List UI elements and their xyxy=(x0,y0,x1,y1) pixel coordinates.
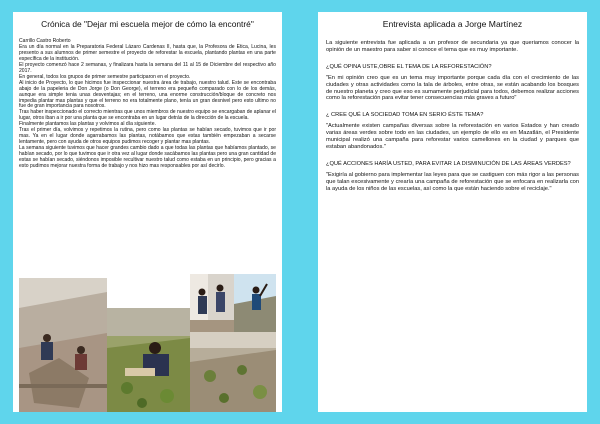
photo-students-slope xyxy=(19,278,107,412)
interview-body xyxy=(326,40,579,193)
chronicle-body xyxy=(19,39,276,170)
interview-answer: "Exigiría al gobierno para implementar las leyes para que se castiguen con más rigor a las personas que talan excesivamente y crearía una campaña de reforestación que se enfocara en realizarla con la ayuda de los niños de las escuelas, así como la que están haciendo sobre el reciclaje." xyxy=(326,171,579,192)
photo-students-wall xyxy=(190,274,234,332)
interview-question: ¿QUÉ OPINA USTE,OBRE EL TEMA DE LA REFORESTACIÓN? xyxy=(326,63,492,70)
interview-title: Entrevista aplicada a Jorge Martínez xyxy=(382,19,523,29)
chronicle-paragraph: Era un día normal en la Preparatoria Federal Lázaro Cardenas II, hasta que, la Profesora de Etica, Lucina, les presento a sus alumnos de primer semestre el proyecto de reforestar la escuela, plantando plantas en una parte específica de la institución. xyxy=(19,43,276,62)
interview-question: ¿ CREE QUÉ LA SOCIEDAD TOMA EN SERIO ÉSTE TEMA? xyxy=(326,112,484,119)
chronicle-author: Carrillo Castro Roberto xyxy=(19,38,71,44)
chronicle-paragraph: El proyecto comenzó hace 2 semanas, y finalizara hasta la semana del 11 al 15 de Diciembre del respectivo año 2017. xyxy=(19,61,276,74)
photo-collage xyxy=(19,274,276,412)
chronicle-title: Crónica de "Dejar mi escuela mejor de cómo la encontré" xyxy=(41,19,254,29)
interview-answer: "Actualmente existen campañas diversas sobre la reforestación en varios Estados y han creado varias áreas verdes sobre todo en las ciudades, un ejemplo de ello es en Mazatlán, el Presidente municipal realizó una campaña para reforestar varios camellones en la ciudad y parques que estaban abandonados." xyxy=(326,123,579,150)
chronicle-paragraph: Tras haber inspeccionado el correcto mientras que unos miembros de nuestro equipo se encargaban de aplanar el lugar, otros iban a ir por una planta que se encontraba en un lugar detrás de la dirección de la escuela. xyxy=(19,109,276,122)
interview-intro: La siguiente entrevista fue aplicada a un profesor de secundaria ya que queriamos conocer la opinión de un maestro para saber si conoce el tema que es muy importante. xyxy=(326,40,579,53)
chronicle-paragraph: Al inicio de Proyecto, lo que hicimos fue inspeccionar nuestra área de trabajo, nuestro talud. Este se encontraba abajo de la papeleria de Don Jorge (o Don George), el terreno era pequeño comparado con lo de los demás, aunque era simple tenia unas desventajas; en el terreno, una enorme construcción/bloque de concreto nos impedia plantar mas plantas y que el terreno no era totalmente plano, tenía un gran desnivel pero esto ultimo no fue de gran importancia para nosotros. xyxy=(19,79,276,110)
photo-dirt-plants xyxy=(190,332,276,412)
photo-student-waving xyxy=(234,274,276,332)
interview-question: ¿QUÉ ACCIONES HARÍA USTED, PARA EVITAR LA DISMINUCIÓN DE LAS ÁREAS VERDES? xyxy=(326,160,571,167)
chronicle-paragraph: La semana siguiente tuvimos que hacer grandes cambio dado a que todas las plantas que habíamos plantado, se habían secado, por lo que tuvimos que ir otra vez al lugar donde sacábamos las plantas pero una gran cantidad de estas se habían secado, siéndonos imposible recultivar nuestro talud como estaba en un principio, pero gracias a esto pudimos mejorar nuestra forma de trabajo y nos hizo mas responsables por así decirlo. xyxy=(19,145,276,170)
interview-answer: "En mi opinión creo que es un tema muy importante porque cada día con el crecimiento de las ciudades y otras actividades como la tala de árboles, entre otras, se están acabando los bosques de nuestro planeta y creo que eso es sumamente perjudicial para todos, debemos realizar acciones como la reforestación para evitar tener consecuencias más graves a futuro" xyxy=(326,74,579,102)
photo-student-planting xyxy=(107,308,190,412)
chronicle-paragraph: Finalmente plantamos las plantas y volvimos al día siguiente. xyxy=(19,121,156,128)
right-page xyxy=(318,12,587,412)
left-page xyxy=(13,12,282,412)
chronicle-paragraph: Tras el primer día, volvimos y repetimos la rutina, pero como las plantas se habían secado, tuvimos que ir por mas. Ya en el lugar donde agarrabamos las plantas, notábamos que estas también empezaban a secarse lentamente, pero con ayuda de otros equipos pudimos recoger y plantar mas plantas. xyxy=(19,127,276,146)
chronicle-paragraph: En general, todos los grupos de primer semestre participaron en el proyecto. xyxy=(19,73,191,80)
